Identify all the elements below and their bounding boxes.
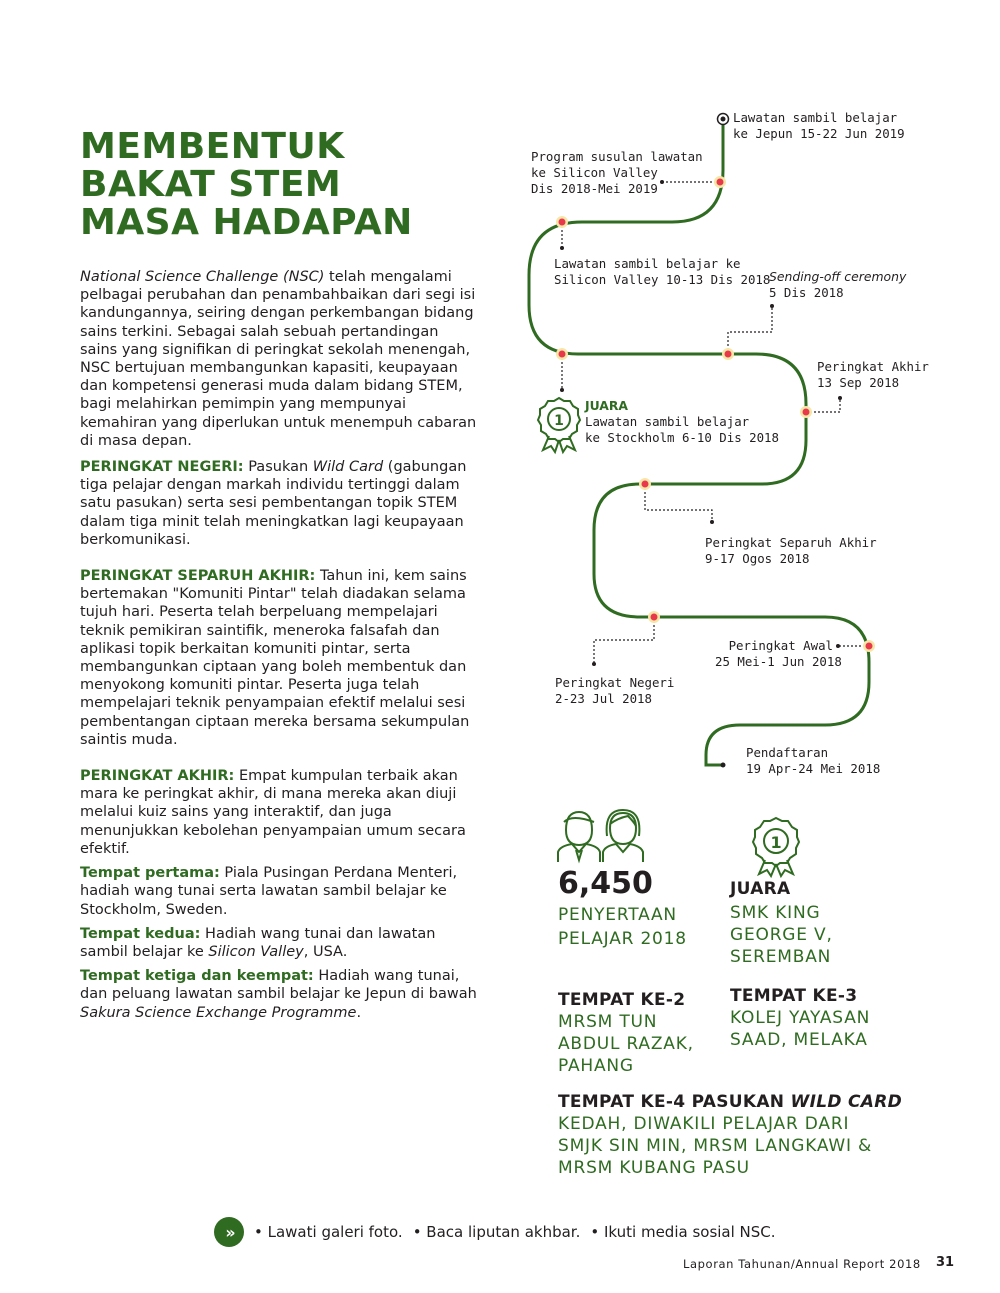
label-pendaftaran: Pendaftaran 19 Apr-24 Mei 2018: [746, 745, 881, 776]
milestone-dot: [722, 348, 734, 360]
svg-text:1: 1: [770, 833, 782, 852]
milestone-dot: [863, 640, 875, 652]
stat-ke4: TEMPAT KE-4 PASUKAN WILD CARD KEDAH, DIWAKILI PELAJAR DARI SMJK SIN MIN, MRSM LANGKAWI & MRSM KUBANG PASU: [558, 1092, 903, 1178]
connector-end: [560, 246, 564, 250]
milestone-dot: [714, 176, 726, 188]
link-gallery[interactable]: • Lawati galeri foto.: [254, 1223, 403, 1241]
student-girl-icon: [603, 810, 643, 862]
label-akhir: Peringkat Akhir 13 Sep 2018: [817, 359, 929, 390]
timeline-end-dot: [721, 763, 726, 768]
milestone-dot: [800, 406, 812, 418]
connector-end: [770, 304, 774, 308]
connector-end: [836, 644, 840, 648]
label-awal: Peringkat Awal 25 Mei-1 Jun 2018: [715, 638, 842, 669]
label-separuh: Peringkat Separuh Akhir 9-17 Ogos 2018: [705, 535, 877, 566]
label-sending: Sending-off ceremony 5 Dis 2018: [769, 269, 907, 300]
separuh-paragraph: PERINGKAT SEPARUH AKHIR: Tahun ini, kem sains bertemakan "Komuniti Pintar" telah diadakan selama tujuh hari. Peserta telah berpeluang mempelajari teknik pemikiran saintifik, meneroka falsafah dan aplikasi topik berkaitan komuniti pintar, serta membangunkan ciptaan yang boleh membentuk dan menyokong komuniti pintar. Peserta juga telah mempelajari teknik penyampaian efektif melalui sesi pembentangan ciptaan mereka bersama sekumpulan saintis muda.: [80, 568, 470, 748]
stat-ke3: TEMPAT KE-3 KOLEJ YAYASAN SAAD, MELAKA: [730, 986, 871, 1050]
report-footer: Laporan Tahunan/Annual Report 2018: [683, 1257, 921, 1271]
label-susulan: Program susulan lawatan ke Silicon Valley Dis 2018-Mei 2019: [531, 149, 703, 196]
kedua-paragraph: Tempat kedua: Hadiah wang tunai dan lawatan sambil belajar ke Silicon Valley, USA.: [80, 925, 436, 960]
negeri-paragraph: PERINGKAT NEGERI: Pasukan Wild Card (gabungan tiga pelajar dengan markah individu tertinggi dalam satu pasukan) serta sesi pembentangan topik STEM dalam tiga minit telah meningkatkan lagi keupayaan berkomunikasi.: [80, 459, 467, 548]
link-press[interactable]: • Baca liputan akhbar.: [412, 1223, 581, 1241]
connector-end: [838, 396, 842, 400]
page-number: 31: [936, 1255, 955, 1270]
footer-links: [214, 1216, 786, 1248]
double-chevron-right-icon[interactable]: ››: [214, 1217, 244, 1247]
akhir-paragraph: PERINGKAT AKHIR: Empat kumpulan terbaik akan mara ke peringkat akhir, di mana mereka akan diuji melalui kuiz sains yang interaktif, dan juga menunjukkan kebolehan penyampaian umum secara efektif.: [80, 768, 466, 857]
label-silicon: Lawatan sambil belajar ke Silicon Valley 10-13 Dis 2018: [554, 256, 771, 287]
milestone-dot: [648, 611, 660, 623]
pertama-paragraph: Tempat pertama: Piala Pusingan Perdana Menteri, hadiah wang tunai serta lawatan sambil belajar ke Stockholm, Sweden.: [80, 865, 458, 918]
connector-end: [560, 388, 564, 392]
stat-juara: JUARA SMK KING GEORGE V, SEREMBAN: [730, 879, 833, 967]
student-boy-icon: [558, 812, 600, 862]
ketiga-paragraph: Tempat ketiga dan keempat: Hadiah wang tunai, dan peluang lawatan sambil belajar ke Jepun di bawah Sakura Science Exchange Programme.: [80, 968, 477, 1021]
svg-text:1: 1: [554, 413, 564, 429]
label-stockholm: JUARA Lawatan sambil belajar ke Stockholm 6-10 Dis 2018: [585, 398, 779, 445]
page-title: MEMBENTUK BAKAT STEM MASA HADAPAN: [80, 126, 413, 243]
milestone-dot: [556, 216, 568, 228]
connector-end: [592, 662, 596, 666]
medal-icon: [538, 398, 580, 452]
link-social[interactable]: • Ikuti media sosial NSC.: [590, 1223, 776, 1241]
connector-end: [710, 520, 714, 524]
milestone-dot: [556, 348, 568, 360]
stat-participants: 6,450 PENYERTAAN PELAJAR 2018: [558, 866, 687, 949]
intro-paragraph: National Science Challenge (NSC) telah mengalami pelbagai perubahan dan penambahbaikan dari segi isi kandungannya, seiring dengan perkembangan bidang sains terkini. Sebagai salah sebuah pertandingan sains yang signifikan di peringkat sekolah menengah, NSC bertujuan membangunkan kapasiti, keupayaan dan kompetensi generasi muda dalam bidang STEM, bagi melahirkan pemimpin yang mempunyai kemahiran yang diperlukan untuk menempuh cabaran di masa depan.: [80, 269, 477, 449]
label-jepun: Lawatan sambil belajar ke Jepun 15-22 Jun 2019: [733, 110, 905, 141]
champion-medal-icon: [753, 818, 799, 876]
stat-ke2: TEMPAT KE-2 MRSM TUN ABDUL RAZAK, PAHANG: [558, 990, 694, 1076]
milestone-dot: [639, 478, 651, 490]
timeline-start-core: [721, 117, 726, 122]
label-negeri: Peringkat Negeri 2-23 Jul 2018: [555, 675, 675, 706]
